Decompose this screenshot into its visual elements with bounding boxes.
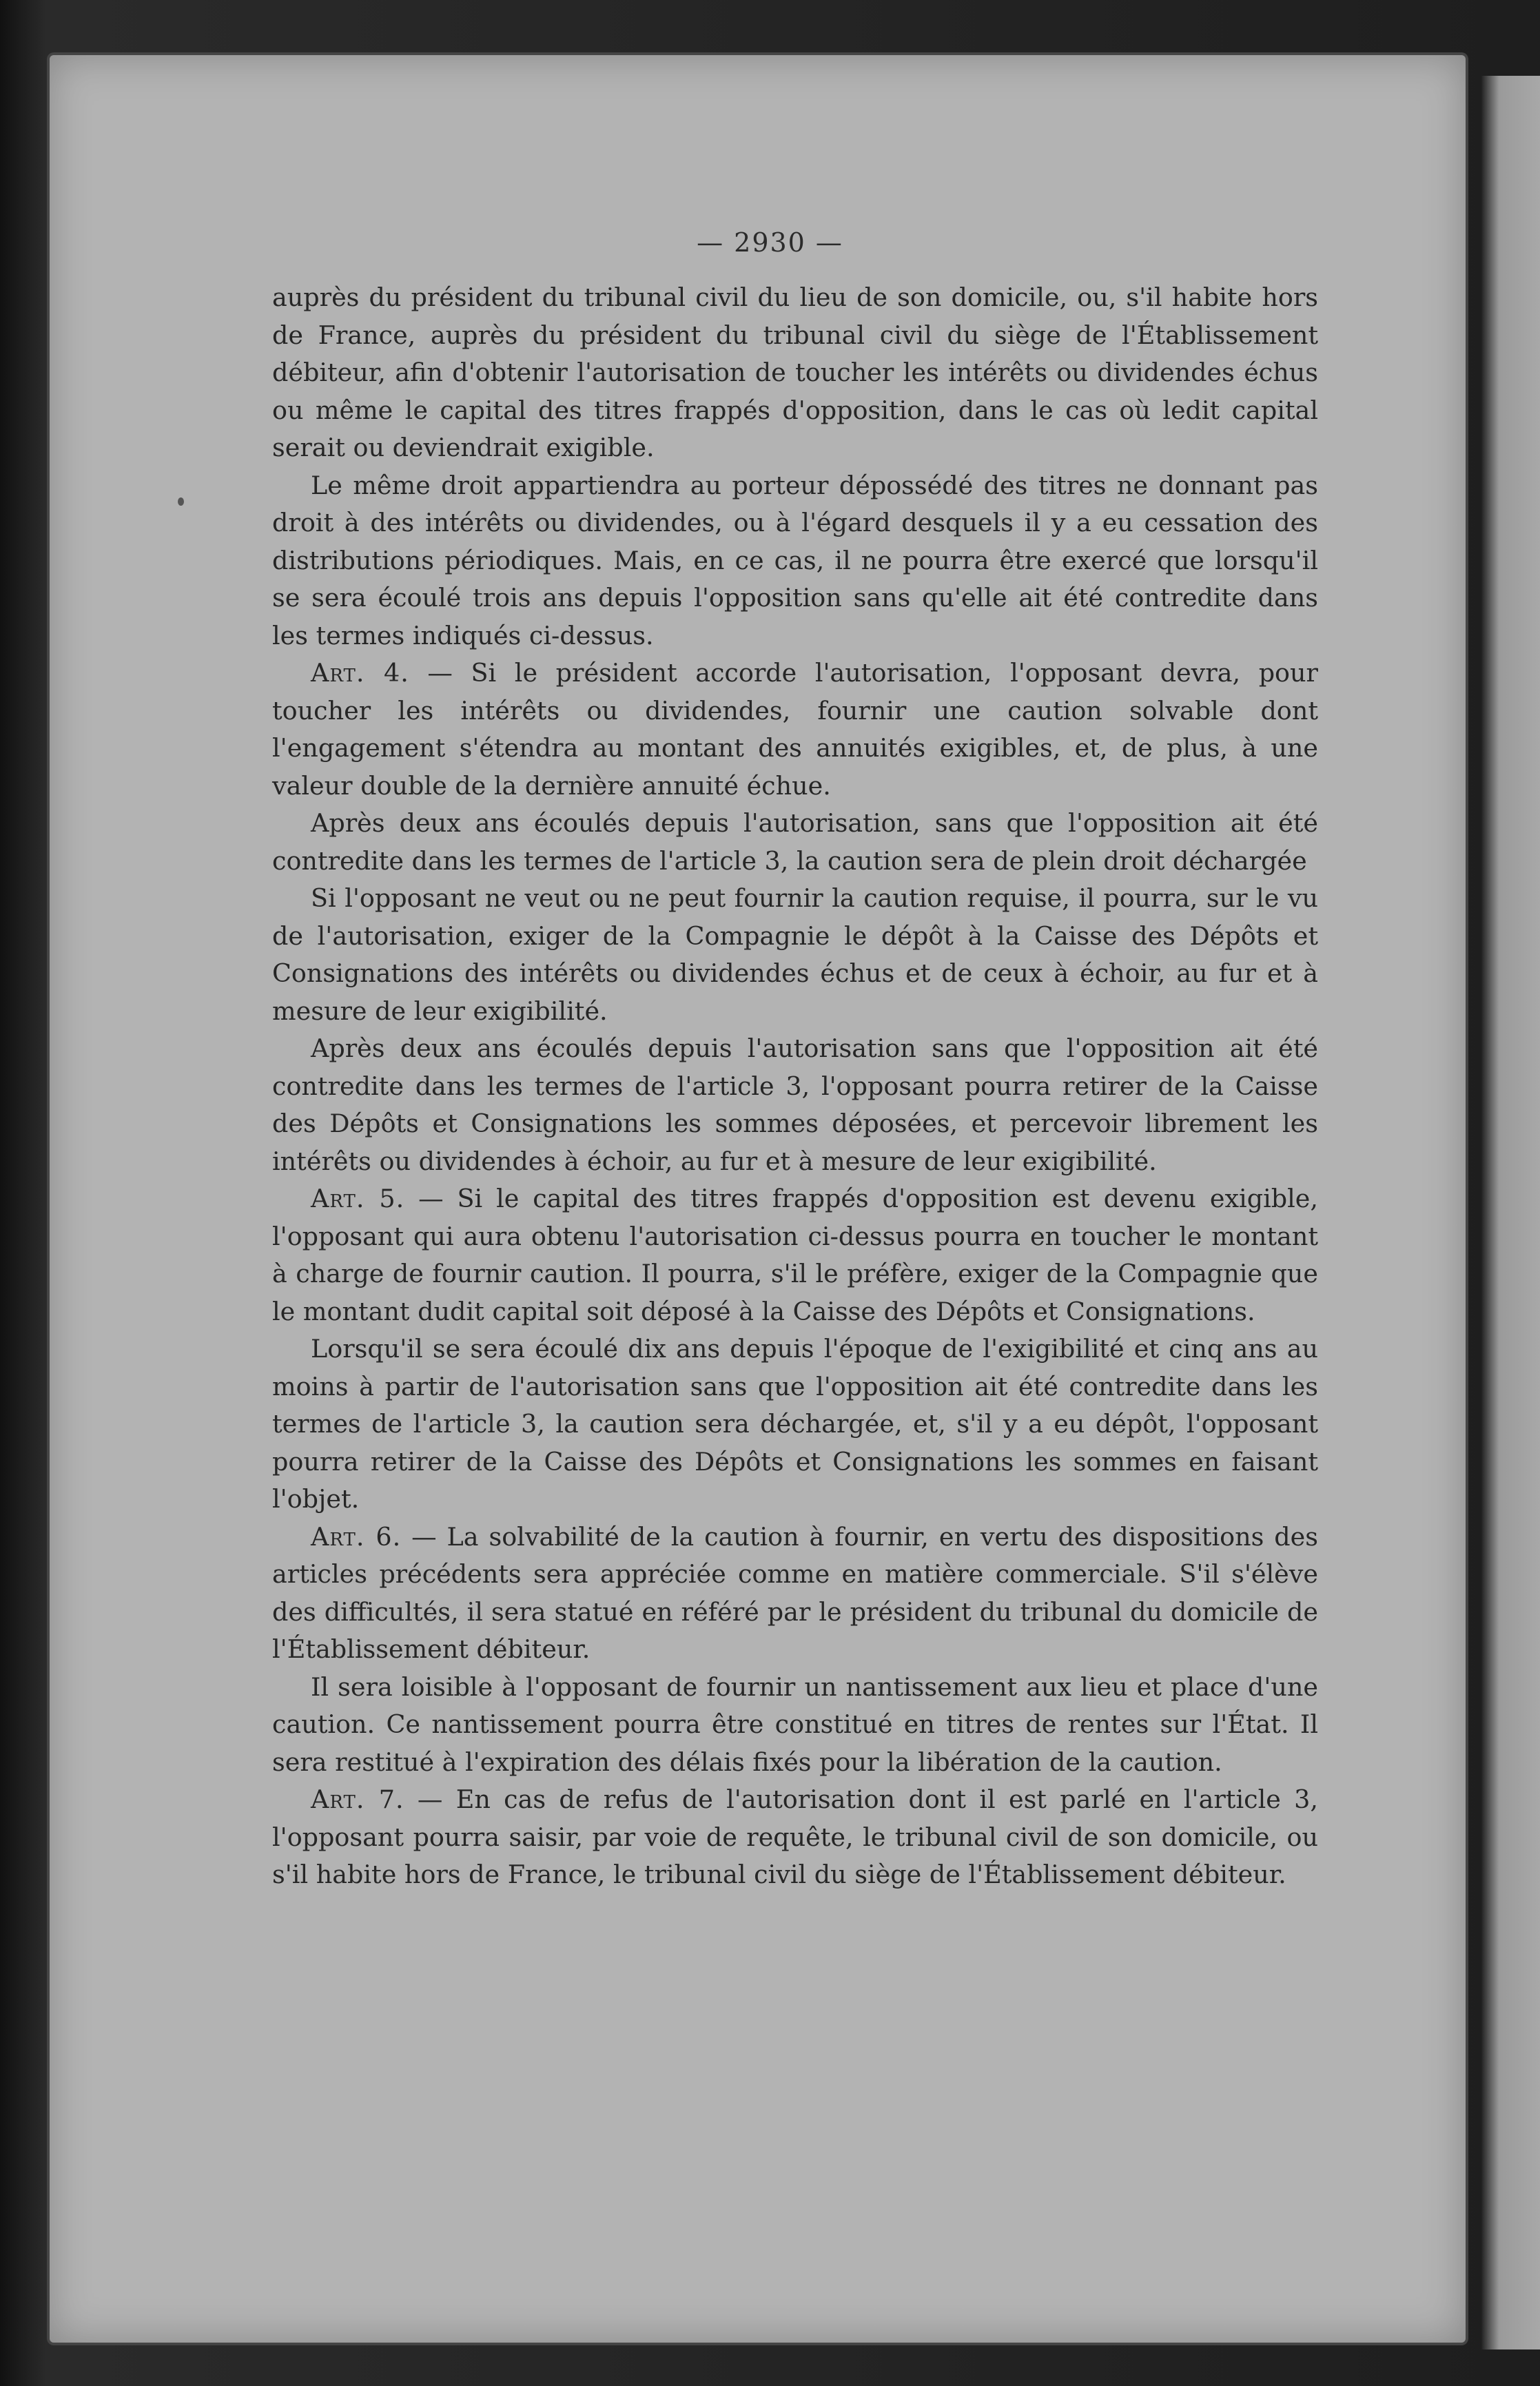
- paragraph: [272, 1030, 1318, 1180]
- paragraph-text: Le même droit appartiendra au porteur dépossédé des titres ne donnant pas droit à des intérêts ou dividendes, ou à l'égard desquels il y a eu cessation des distributions périodiques. Mais, en ce cas, il ne pourra être exercé que lorsqu'il se sera écoulé trois ans depuis l'opposition sans qu'elle ait été contredite dans les termes indiqués ci-dessus.: [272, 470, 1318, 650]
- paragraph: [272, 1781, 1318, 1894]
- paragraph: [272, 279, 1318, 467]
- article-number: Art. 7.: [311, 1785, 404, 1814]
- article-number: Art. 6.: [311, 1521, 402, 1552]
- paragraph: [272, 805, 1318, 880]
- paragraph: [272, 880, 1318, 1030]
- paragraph: [272, 1180, 1318, 1330]
- paragraph-text: — En cas de refus de l'autorisation dont il est parlé en l'article 3, l'opposant pourra saisir, par voie de requête, le tribunal civil de son domicile, ou s'il habite hors de France, le tribunal civil du siège de l'Établissement débiteur.: [272, 1785, 1319, 1889]
- article-number: Art. 5.: [311, 1184, 405, 1213]
- paragraph: [272, 1519, 1318, 1669]
- body-text: [272, 279, 1318, 1894]
- paragraph-text: — La solvabilité de la caution à fournir, en vertu des dispositions des articles précédents sera appréciée comme en matière commerciale. S'il s'élève des difficultés, il sera statué en référé par le président du tribunal du domicile de l'Établissement débiteur.: [272, 1521, 1318, 1664]
- paragraph-text: auprès du président du tribunal civil du lieu de son domicile, ou, s'il habite hors de France, auprès du président du tribunal civil du siège de l'Établissement débiteur, afin d'obtenir l'autorisation de toucher les intérêts ou dividendes échus ou même le capital des titres frappés d'opposition, dans le cas où ledit capital serait ou deviendrait exigible.: [272, 282, 1318, 462]
- paragraph-text: Il sera loisible à l'opposant de fournir un nantissement aux lieu et place d'une caution. Ce nantissement pourra être constitué en titres de rentes sur l'État. Il sera restitué à l'expiration des délais fixés pour la libération de la caution.: [272, 1672, 1318, 1777]
- paragraph-text: Si l'opposant ne veut ou ne peut fournir la caution requise, il pourra, sur le vu de l'autorisation, exiger de la Compagnie le dépôt à la Caisse des Dépôts et Consignations des intérêts ou dividendes échus et de ceux à échoir, au fur et à mesure de leur exigibilité.: [272, 883, 1318, 1026]
- paragraph: [272, 1330, 1318, 1519]
- ink-speck: [178, 497, 184, 506]
- paragraph: [272, 1669, 1318, 1782]
- paragraph: [272, 655, 1318, 805]
- paragraph-text: — Si le président accorde l'autorisation, l'opposant devra, pour toucher les intérêts ou dividendes, fournir une caution solvable dont l'engagement s'étendra au montant des annuités exigibles, et, de plus, à une valeur double de la dernière annuité échue.: [272, 658, 1318, 801]
- paragraph-text: Après deux ans écoulés depuis l'autorisation sans que l'opposition ait été contredite dans les termes de l'article 3, l'opposant pourra retirer de la Caisse des Dépôts et Consignations les sommes déposées, et percevoir librement les intérêts ou dividendes à échoir, au fur et à mesure de leur exigibilité.: [272, 1033, 1318, 1176]
- paragraph-text: Lorsqu'il se sera écoulé dix ans depuis l'époque de l'exigibilité et cinq ans au moins à partir de l'autorisation sans que l'opposition ait été contredite dans les termes de l'article 3, la caution sera déchargée, et, s'il y a eu dépôt, l'opposant pourra retirer de la Caisse des Dépôts et Consignations les sommes en faisant l'objet.: [272, 1334, 1318, 1514]
- paragraph: [272, 467, 1318, 655]
- adjacent-page-edge: [1481, 76, 1540, 2349]
- paragraph-text: Après deux ans écoulés depuis l'autorisation, sans que l'opposition ait été contredite dans les termes de l'article 3, la caution sera de plein droit déchargée: [272, 808, 1318, 876]
- article-number: Art. 4.: [311, 658, 409, 688]
- page-number: — 2930 —: [697, 227, 843, 258]
- paragraph-text: — Si le capital des titres frappés d'opposition est devenu exigible, l'opposant qui aura obtenu l'autorisation ci-dessus pourra en toucher le montant à charge de fournir caution. Il pourra, s'il le préfère, exiger de la Compagnie que le montant dudit capital soit déposé à la Caisse des Dépôts et Consignations.: [272, 1184, 1318, 1326]
